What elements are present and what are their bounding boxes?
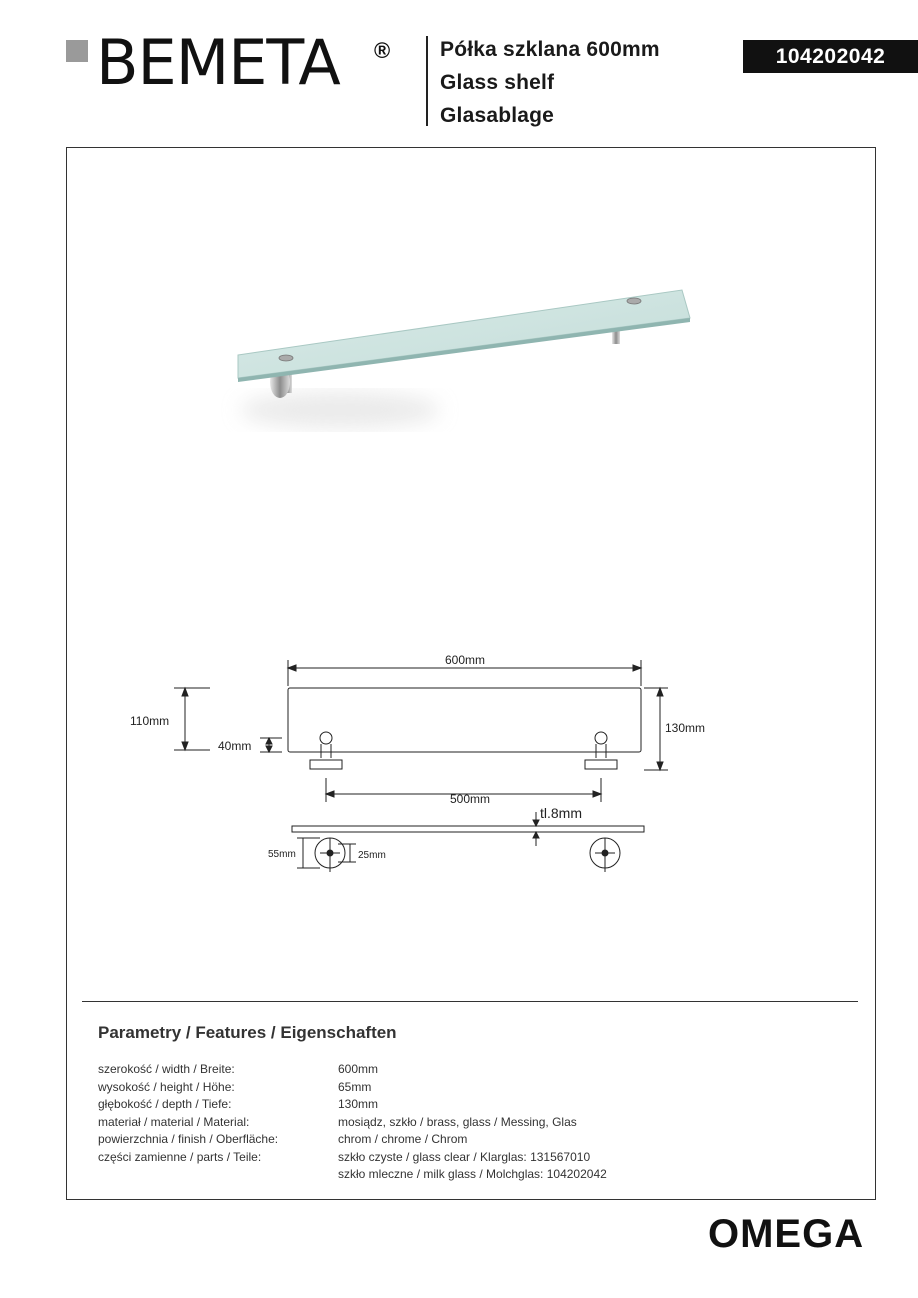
product-titles (440, 33, 660, 132)
label-depth: 130mm (665, 721, 706, 735)
spec-value: mosiądz, szkło / brass, glass / Messing, Glas (338, 1114, 577, 1129)
spec-label: głębokość / depth / Tiefe: (98, 1097, 232, 1111)
label-thickness: tl.8mm (540, 805, 582, 821)
spec-value: 65mm (338, 1079, 372, 1094)
technical-drawing (110, 650, 750, 890)
right-rod-front (595, 732, 607, 744)
title-english: Glass shelf (440, 71, 555, 94)
spec-value: szkło mleczne / milk glass / Molchglas: 104202042 (338, 1167, 607, 1181)
features-title: Parametry / Features / Eigenschaften (98, 1023, 397, 1042)
label-height: 110mm (130, 714, 170, 728)
spec-value: 130mm (338, 1097, 379, 1111)
glass-top-surface (238, 290, 690, 378)
product-photo (220, 270, 700, 450)
logo-square-mark (66, 40, 88, 62)
label-bracket: 40mm (218, 739, 252, 753)
spec-label: szerokość / width / Breite: (98, 1062, 235, 1076)
brand-logo (66, 26, 396, 99)
product-code: 104202042 (743, 40, 918, 73)
label-mount-span: 500mm (449, 792, 491, 806)
section-divider (82, 1001, 858, 1002)
spec-value: 600mm (338, 1062, 379, 1076)
spec-label: wysokość / height / Höhe: (98, 1079, 235, 1094)
logo-wordmark: BEMETA (96, 26, 340, 99)
photo-shadow (240, 392, 440, 428)
spec-value: szkło czyste / glass clear / Klarglas: 131567010 (338, 1149, 591, 1164)
left-base-front (310, 760, 342, 769)
left-rod-front (320, 732, 332, 744)
left-screw-cap (279, 355, 293, 361)
title-polish: Półka szklana 600mm (440, 38, 660, 61)
label-width: 600mm (444, 653, 486, 667)
spec-label: części zamienne / parts / Teile: (98, 1149, 262, 1164)
spec-value: chrom / chrome / Chrom (338, 1132, 468, 1146)
shelf-top-view (292, 826, 644, 832)
label-base-dia: 55mm (268, 849, 296, 860)
spec-label: materiał / material / Material: (98, 1114, 250, 1129)
label-rod-dia: 25mm (358, 850, 386, 861)
shelf-front-view (288, 688, 641, 752)
header-divider (426, 36, 428, 126)
right-base-front (585, 760, 617, 769)
right-screw-cap (627, 298, 641, 304)
registered-mark: ® (374, 38, 391, 63)
title-german: Glasablage (440, 104, 555, 127)
series-name: OMEGA (708, 1212, 865, 1256)
spec-label: powierzchnia / finish / Oberfläche: (98, 1132, 279, 1146)
